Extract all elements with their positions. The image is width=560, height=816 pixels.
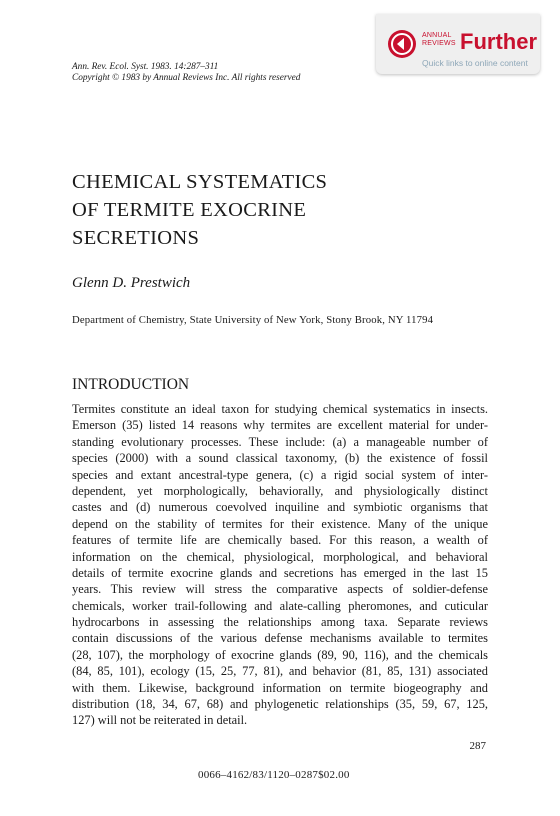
title-line: OF TERMITE EXOCRINE	[72, 199, 307, 221]
section-heading: INTRODUCTION	[72, 376, 190, 393]
banner-annual-label: ANNUAL	[422, 32, 452, 39]
body-line: species (2000) with a sound classical taxonomy, (b) the existence of fossil	[72, 451, 488, 466]
banner-tagline: Quick links to online content	[422, 58, 528, 68]
back-arrow-icon	[388, 30, 416, 58]
body-line: years. This review will stress the comparative aspects of soldier-defense	[72, 582, 488, 597]
body-line: (28, 107), the morphology of exocrine glands (89, 90, 116), and the chemicals	[72, 647, 488, 662]
body-line: chemicals, worker trail-following and alate-calling pheromones, and cuticular	[72, 598, 488, 613]
title-line: SECRETIONS	[72, 227, 200, 249]
body-line: 127) will not be reiterated in detail.	[72, 713, 248, 728]
page-number: 287	[469, 740, 486, 752]
body-line: castes and (d) numerous coevolved inquiline and symbiotic organisms that	[72, 500, 488, 515]
body-line: Termites constitute an ideal taxon for studying chemical systematics in insects.	[72, 402, 488, 416]
banner-further-logo: Further	[460, 29, 537, 54]
body-line: information on the chemical, physiological, morphological, and behavioral	[72, 549, 488, 564]
body-line: Emerson (35) listed 14 reasons why termites are excellent material for under-	[72, 418, 488, 433]
banner-reviews-label: REVIEWS	[422, 40, 456, 47]
title-line: CHEMICAL SYSTEMATICS	[72, 171, 328, 193]
citation	[72, 62, 300, 83]
body-line: dependent, yet morphologically, behaviorally, and physiologically distinct	[72, 483, 488, 498]
body-line: features of termite life are chemically based. For this reason, a wealth of	[72, 533, 488, 548]
body-line: with them. Likewise, background information on termite biogeography and	[72, 680, 488, 695]
body-line: details of termite exocrine glands and secretions has emerged in the last 15	[72, 565, 488, 580]
body-line: species and extant ancestral-type genera, (c) a rigid social system of inter-	[72, 467, 488, 482]
citation-journal: Ann. Rev. Ecol. Syst. 1983. 14:287–311	[72, 62, 219, 72]
footer-code: 0066–4162/83/1120–0287$02.00	[198, 769, 350, 781]
body-line: depend on the stability of termites for their existence. Many of the unique	[72, 516, 488, 531]
article-title	[72, 168, 327, 252]
body-line: contain discussions of the various defense mechanisms available to termites	[72, 631, 488, 646]
citation-copyright: Copyright © 1983 by Annual Reviews Inc. All rights reserved	[72, 72, 301, 83]
author-name: Glenn D. Prestwich	[72, 275, 191, 291]
body-paragraph	[72, 401, 488, 729]
annual-reviews-further-banner[interactable]	[376, 14, 540, 74]
body-line: hydrocarbons in assessing the relationships among taxa. Separate reviews	[72, 615, 488, 630]
body-line: standing evolutionary processes. These include: (a) a manageable number of	[72, 434, 488, 449]
body-line: distribution (18, 34, 67, 68) and phylogenetic relationships (35, 59, 67, 125,	[72, 697, 488, 712]
author-affiliation: Department of Chemistry, State University of New York, Stony Brook, NY 11794	[72, 314, 434, 326]
body-line: (84, 85, 101), ecology (15, 25, 77, 81), and behavior (81, 85, 131) associated	[72, 664, 488, 679]
